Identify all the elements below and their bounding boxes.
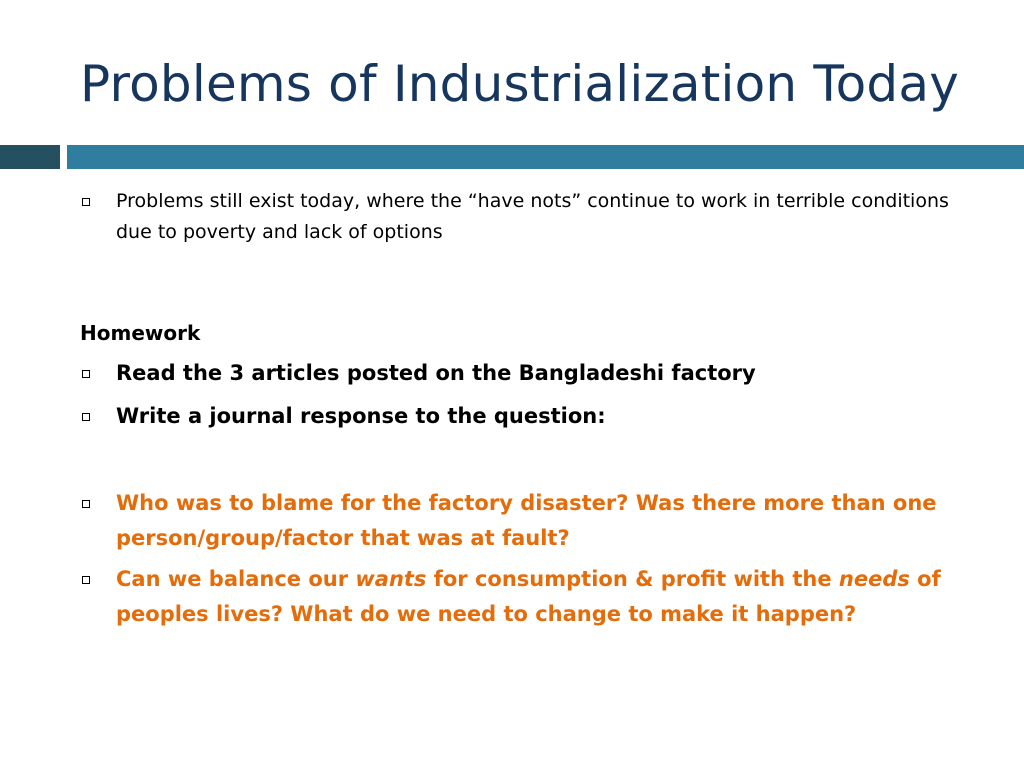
title-divider-light bbox=[67, 145, 1024, 169]
intro-bullet-text: Problems still exist today, where the “have nots” continue to work in terrible conditions due to poverty and lack of options bbox=[116, 190, 949, 243]
square-bullet-icon bbox=[82, 198, 90, 206]
question-2-text: Can we balance our wants for consumption & profit with the needs of peoples lives? What do we need to change to make it happen? bbox=[116, 567, 941, 626]
square-bullet-icon bbox=[82, 413, 90, 421]
square-bullet-icon bbox=[82, 500, 90, 508]
intro-bullet bbox=[80, 186, 960, 248]
homework-item-text: Write a journal response to the question: bbox=[116, 404, 606, 428]
square-bullet-icon bbox=[82, 576, 90, 584]
question-1-text: Who was to blame for the factory disaster? Was there more than one person/group/factor that was at fault? bbox=[116, 491, 937, 550]
homework-item-text: Read the 3 articles posted on the Bangladeshi factory bbox=[116, 361, 756, 385]
square-bullet-icon bbox=[82, 370, 90, 378]
slide-content bbox=[80, 186, 960, 632]
wants-emphasis: wants bbox=[355, 567, 427, 591]
title-divider-dark bbox=[0, 145, 60, 169]
question-bullet-1 bbox=[80, 486, 960, 556]
slide-title: Problems of Industrialization Today bbox=[80, 55, 959, 113]
needs-emphasis: needs bbox=[838, 567, 910, 591]
question-bullet-2 bbox=[80, 562, 960, 632]
homework-item bbox=[80, 356, 960, 391]
homework-item bbox=[80, 399, 960, 434]
homework-heading: Homework bbox=[80, 321, 201, 345]
